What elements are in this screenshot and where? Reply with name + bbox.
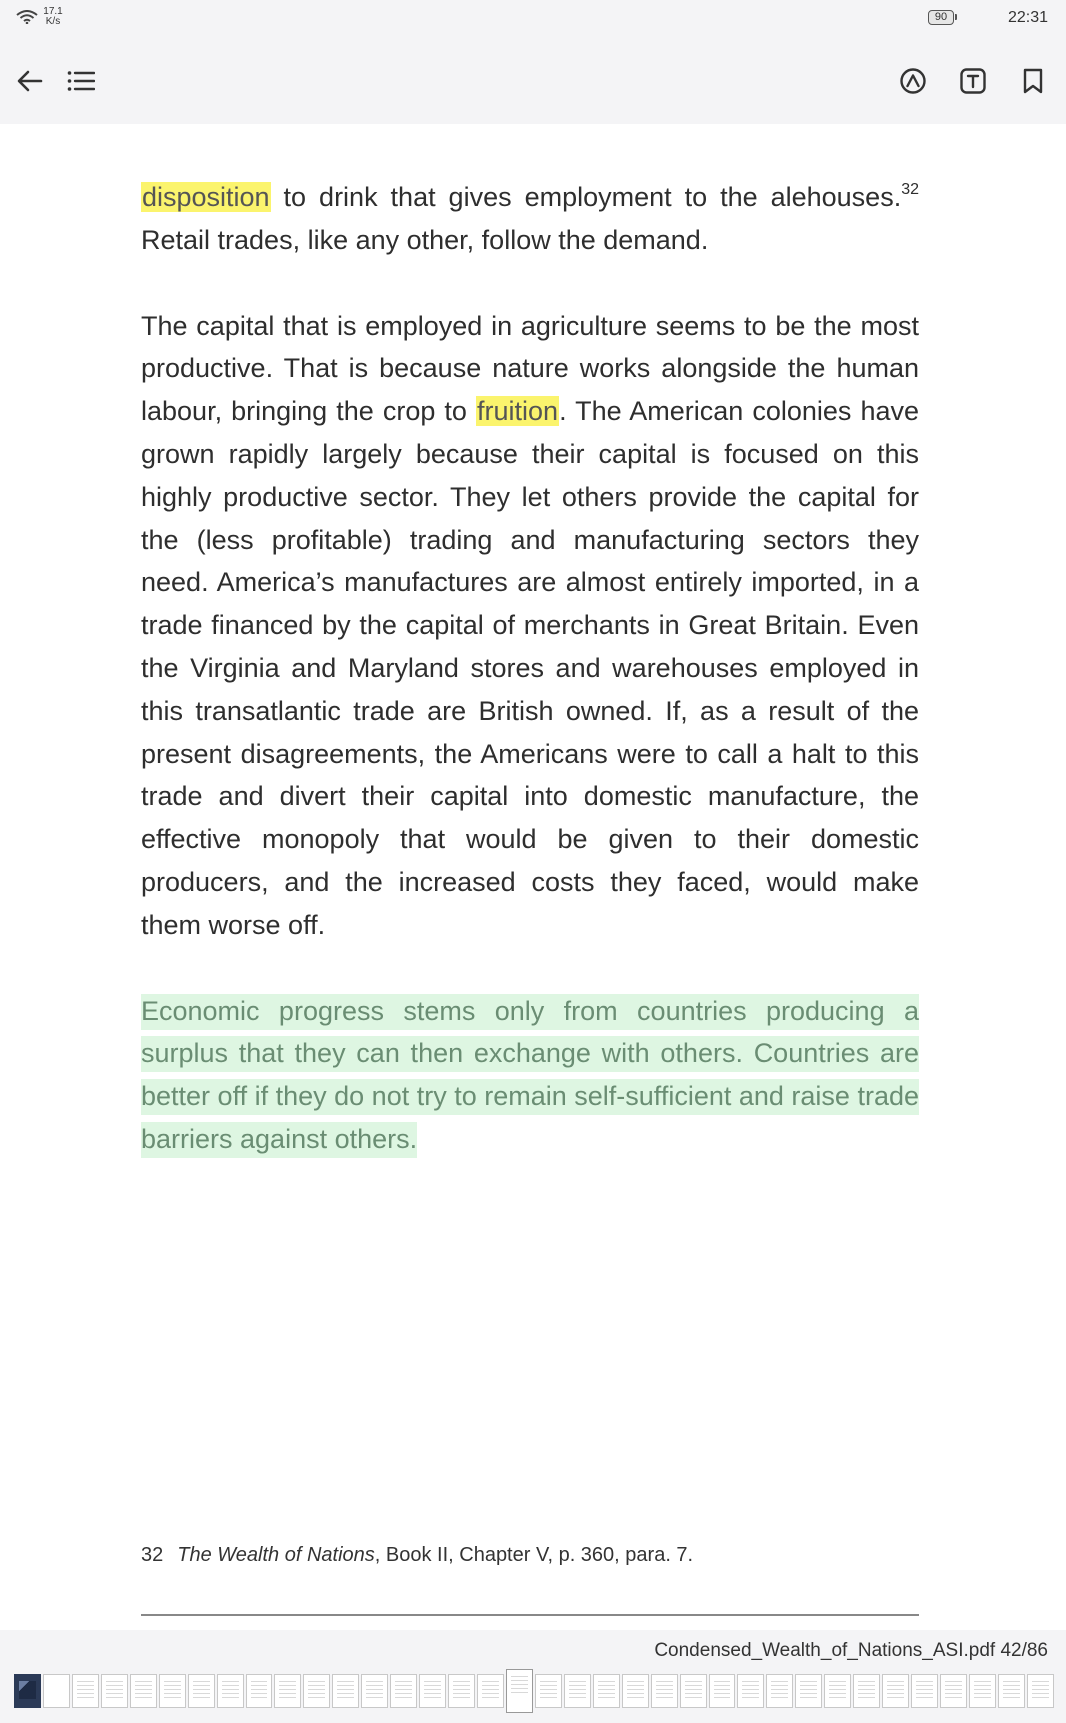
page-thumbnail[interactable] — [651, 1674, 678, 1708]
auto-scroll-button[interactable] — [896, 64, 930, 98]
page-divider — [141, 1614, 919, 1616]
page-thumbnail[interactable] — [101, 1674, 128, 1708]
page-thumbnail[interactable] — [361, 1674, 388, 1708]
footnote-title: The Wealth of Nations — [177, 1544, 375, 1566]
page-thumbnail[interactable] — [274, 1674, 301, 1708]
footnote-reference[interactable]: 32 — [901, 181, 919, 198]
page-thumbnail[interactable] — [853, 1674, 880, 1708]
page-indicator: 42/86 — [1000, 1640, 1048, 1661]
footnote-text: , Book II, Chapter V, p. 360, para. 7. — [374, 1544, 694, 1566]
arrow-left-icon — [17, 70, 43, 92]
paragraph-text: to drink that gives employment to the alehouses. — [270, 182, 902, 212]
page-thumbnail[interactable] — [535, 1674, 562, 1708]
page-navigator — [0, 1630, 1066, 1723]
page-thumbnail[interactable] — [564, 1674, 591, 1708]
highlighted-word[interactable]: fruition — [477, 396, 559, 427]
file-name: Condensed_Wealth_of_Nations_ASI.pdf — [654, 1640, 996, 1661]
page-thumbnail[interactable] — [1027, 1674, 1054, 1708]
page-thumbnail[interactable] — [448, 1674, 475, 1708]
page-thumbnail[interactable] — [390, 1674, 417, 1708]
page-thumbnail[interactable] — [795, 1674, 822, 1708]
page-thumbnail[interactable] — [246, 1674, 273, 1708]
page-thumbnail[interactable] — [882, 1674, 909, 1708]
wifi-icon — [16, 10, 38, 29]
paragraph-text: . The American colonies have grown rapidly largely because their capital is focused on this highly productive sector. They let others provide the capital for the (less profitable) trading and manufacturing sectors they need. America’s manufactures are almost entirely imported, in a trade financed by the capital of merchants in Great Britain. Even the Virginia and Maryland stores and warehouses employed in this transatlantic trade are British owned. If, as a result of the present disagreements, the Americans were to call a halt to this trade and divert their capital into domestic manufacture, the effective monopoly that would be given to their domestic producers, and the increased costs they faced, would make them worse off. — [141, 396, 920, 940]
page-thumbnail[interactable] — [593, 1674, 620, 1708]
paragraph-1 — [141, 176, 919, 262]
network-speed-value: 17.1 — [43, 6, 63, 17]
bookmark-button[interactable] — [1016, 64, 1050, 98]
page-thumbnail[interactable] — [622, 1674, 649, 1708]
highlighted-word[interactable]: disposition — [142, 182, 270, 212]
page-thumbnail[interactable] — [911, 1674, 938, 1708]
page-thumbnail[interactable] — [188, 1674, 215, 1708]
page-thumbnail[interactable] — [969, 1674, 996, 1708]
text-box-icon — [959, 67, 987, 95]
page-thumbnail[interactable] — [766, 1674, 793, 1708]
highlighted-paragraph — [141, 990, 919, 1161]
thumbnail-strip[interactable] — [14, 1672, 1054, 1710]
page-thumbnail[interactable] — [506, 1669, 533, 1713]
document-page — [141, 176, 919, 1161]
page-thumbnail[interactable] — [998, 1674, 1025, 1708]
page-thumbnail[interactable] — [332, 1674, 359, 1708]
bookmark-icon — [1021, 67, 1045, 95]
circle-arrow-icon — [899, 67, 927, 95]
page-thumbnail[interactable] — [477, 1674, 504, 1708]
page-thumbnail[interactable] — [824, 1674, 851, 1708]
page-thumbnail[interactable] — [709, 1674, 736, 1708]
status-bar — [0, 0, 1066, 40]
battery-indicator: 90 — [928, 10, 954, 25]
file-info — [654, 1640, 1048, 1662]
page-thumbnail[interactable] — [130, 1674, 157, 1708]
network-speed — [43, 7, 63, 27]
status-time: 22:31 — [1007, 9, 1048, 26]
page-thumbnail[interactable] — [940, 1674, 967, 1708]
page-thumbnail[interactable] — [737, 1674, 764, 1708]
paragraph-text: Retail trades, like any other, follow the demand. — [141, 224, 709, 255]
page-thumbnail[interactable] — [14, 1674, 41, 1708]
back-button[interactable] — [13, 64, 47, 98]
paragraph-text: The capital that is employed in agriculture seems to be the most productive. That is because nature works alongside the human labour, bringing the crop to — [141, 310, 919, 427]
page-thumbnail[interactable] — [217, 1674, 244, 1708]
reader-toolbar — [0, 40, 1066, 124]
page-thumbnail[interactable] — [419, 1674, 446, 1708]
footnote-number: 32 — [141, 1544, 164, 1566]
list-icon — [67, 70, 95, 92]
page-thumbnail[interactable] — [43, 1674, 70, 1708]
page-thumbnail[interactable] — [680, 1674, 707, 1708]
green-highlight[interactable]: Economic progress stems only from countries producing a surplus that they can then exchange with others. Countries are better off if they do not try to remain self-sufficient and raise trade barriers against others. — [141, 994, 919, 1158]
paragraph-2 — [141, 305, 919, 947]
page-thumbnail[interactable] — [159, 1674, 186, 1708]
page-thumbnail[interactable] — [72, 1674, 99, 1708]
text-mode-button[interactable] — [956, 64, 990, 98]
page-thumbnail[interactable] — [303, 1674, 330, 1708]
network-speed-unit: K/s — [45, 16, 61, 27]
footnote — [141, 1544, 693, 1567]
table-of-contents-button[interactable] — [64, 64, 98, 98]
